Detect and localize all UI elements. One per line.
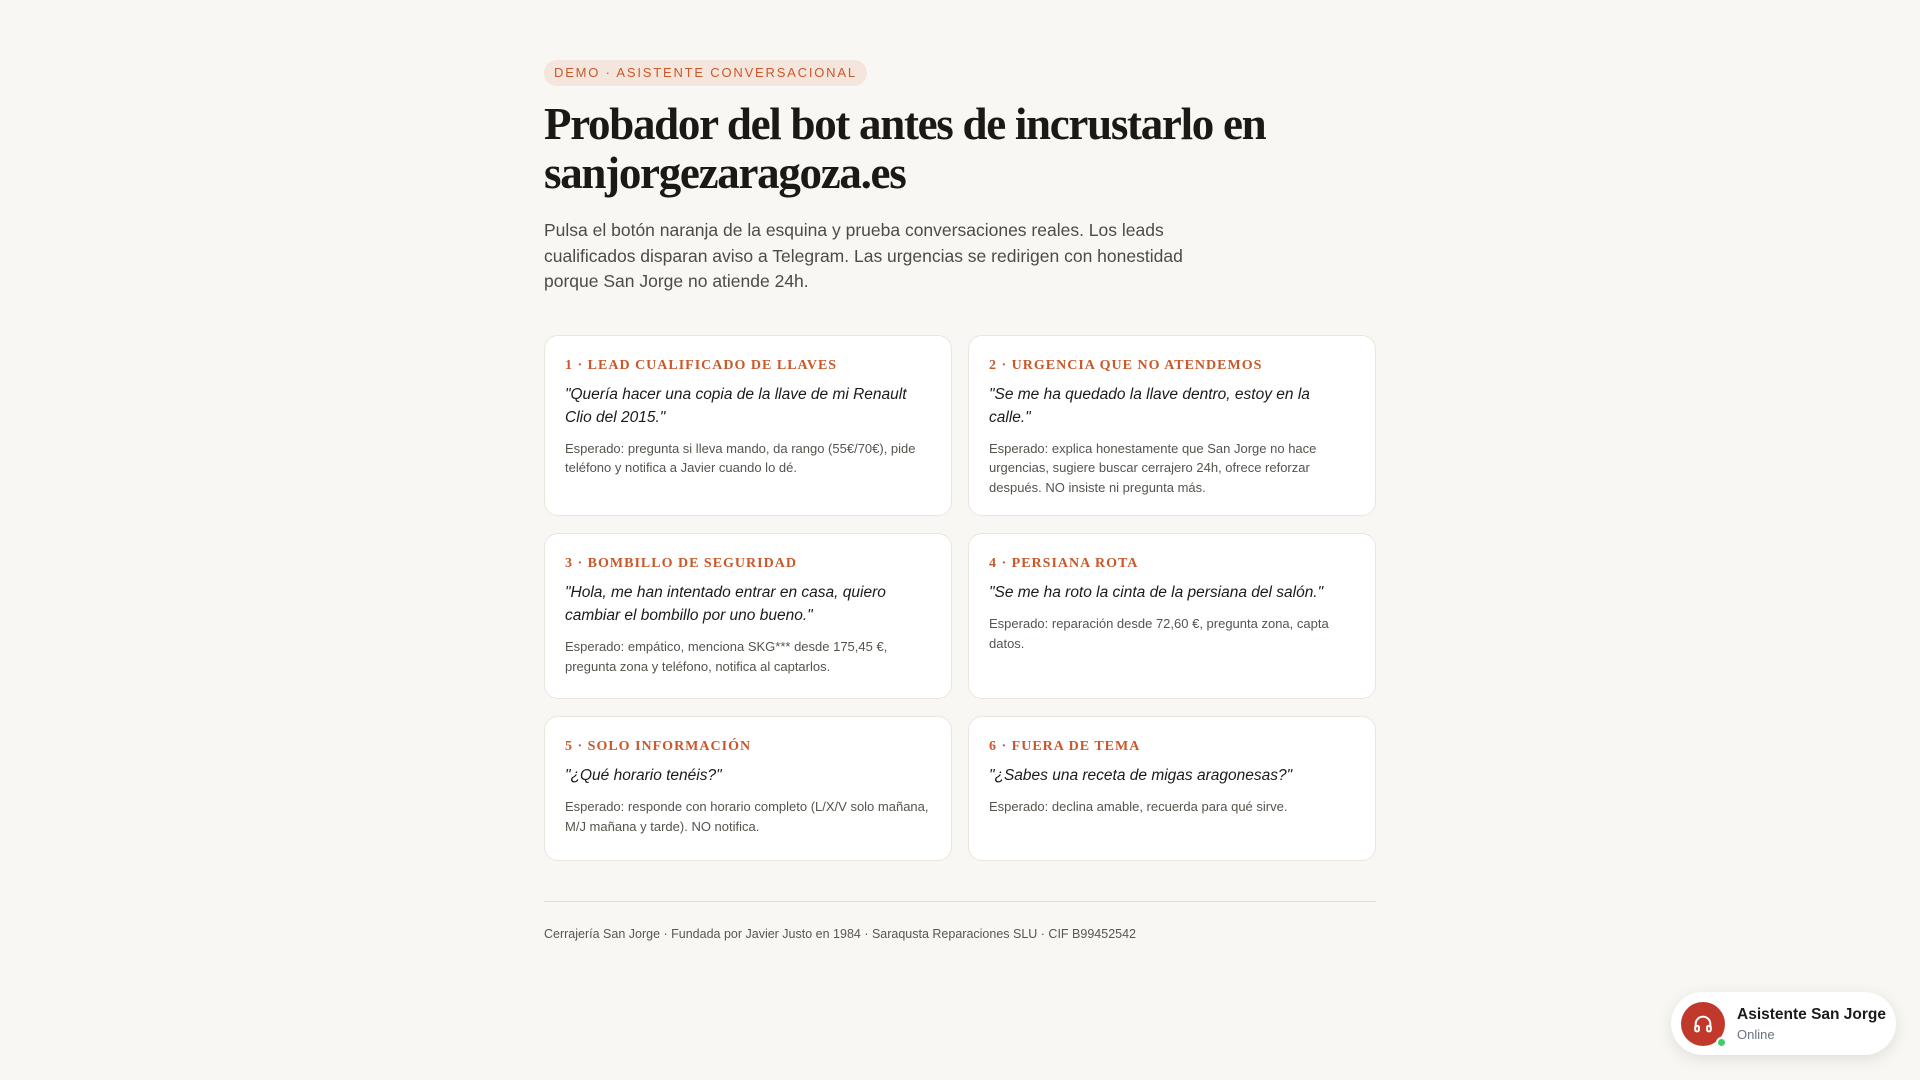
scenario-expected: Esperado: reparación desde 72,60 €, pregunta zona, capta datos.	[989, 616, 1329, 651]
scenario-card	[968, 716, 1376, 861]
page-title: Probador del bot antes de incrustarlo en sanjorgezaragoza.es	[544, 99, 1266, 198]
main-content	[544, 60, 1376, 941]
scenario-quote: "Se me ha quedado la llave dentro, estoy en la calle."	[989, 385, 1310, 426]
scenario-title: 6 · FUERA DE TEMA	[989, 739, 1141, 754]
scenario-expected: Esperado: responde con horario completo (L/X/V solo mañana, M/J mañana y tarde). NO notifica.	[565, 799, 929, 834]
scenario-expected: Esperado: explica honestamente que San Jorge no hace urgencias, sugiere buscar cerrajero 24h, ofrece reforzar después. NO insiste ni pregunta más.	[989, 440, 1317, 495]
scenario-title: 3 · BOMBILLO DE SEGURIDAD	[565, 556, 797, 571]
chat-launcher-button[interactable]	[1671, 992, 1896, 1055]
footer-text: Cerrajería San Jorge · Fundada por Javier Justo en 1984 · Saraqusta Reparaciones SLU · CIF B99452542	[544, 927, 1136, 941]
scenario-quote: "Se me ha roto la cinta de la persiana del salón."	[989, 584, 1324, 601]
scenario-title: 5 · SOLO INFORMACIÓN	[565, 739, 752, 754]
online-status-dot	[1716, 1037, 1727, 1048]
scenario-title: 2 · URGENCIA QUE NO ATENDEMOS	[989, 357, 1263, 373]
scenario-quote: "¿Qué horario tenéis?"	[565, 767, 722, 784]
assistant-name: Asistente San Jorge	[1737, 1005, 1887, 1023]
page-description: Pulsa el botón naranja de la esquina y prueba conversaciones reales. Los leads cualificados disparan aviso a Telegram. Las urgencias se redirigen con honestidad porque San Jorge no atiende 24h.	[544, 220, 1183, 291]
footer-divider	[544, 901, 1376, 902]
headphones-icon	[1692, 1013, 1714, 1035]
scenario-expected: Esperado: empático, menciona SKG*** desde 175,45 €, pregunta zona y teléfono, notifica al captarlos.	[565, 639, 888, 674]
scenario-card	[968, 533, 1376, 699]
assistant-status: Online	[1737, 1026, 1775, 1042]
demo-badge: DEMO · ASISTENTE CONVERSACIONAL	[544, 60, 867, 86]
scenario-card	[544, 335, 952, 517]
assistant-avatar	[1681, 1002, 1725, 1046]
scenario-card	[968, 335, 1376, 517]
scenario-quote: "Hola, me han intentado entrar en casa, quiero cambiar el bombillo por uno bueno."	[565, 584, 886, 624]
scenario-title: 1 · LEAD CUALIFICADO DE LLAVES	[565, 357, 838, 373]
scenario-card	[544, 533, 952, 699]
scenario-quote: "Quería hacer una copia de la llave de mi Renault Clio del 2015."	[565, 385, 907, 426]
scenario-quote: "¿Sabes una receta de migas aragonesas?"	[989, 767, 1293, 784]
scenario-card	[544, 716, 952, 861]
scenario-grid	[544, 335, 1376, 862]
scenario-title: 4 · PERSIANA ROTA	[989, 556, 1139, 571]
scenario-expected: Esperado: declina amable, recuerda para qué sirve.	[989, 799, 1288, 814]
scenario-expected: Esperado: pregunta si lleva mando, da rango (55€/70€), pide teléfono y notifica a Javier cuando lo dé.	[565, 440, 916, 475]
